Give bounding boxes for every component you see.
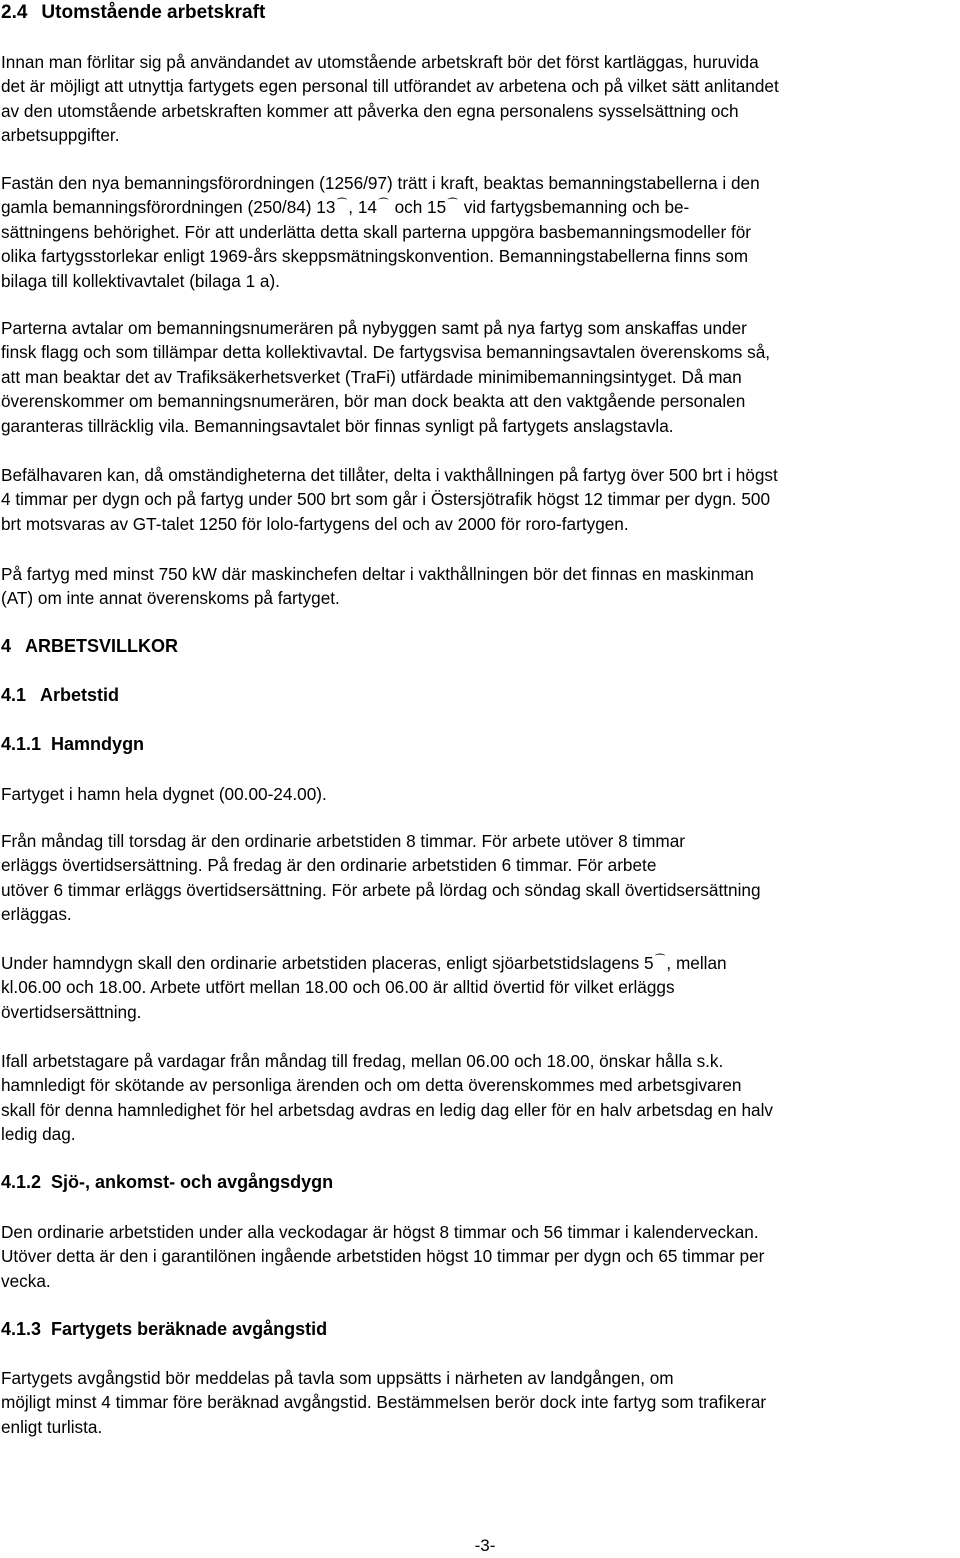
section-title: Fartygets beräknade avgångstid: [51, 1319, 328, 1339]
paragraph: [1, 50, 956, 148]
section-heading-2-4: [1, 1, 956, 25]
text-line: Den ordinarie arbetstiden under alla veckodagar är högst 8 timmar och 56 timmar i kalenderveckan.: [1, 1222, 759, 1242]
section-heading-4-1-2: [1, 1170, 956, 1194]
text-line: ledig dag.: [1, 1124, 76, 1145]
paragraph: [1, 829, 956, 927]
text-line: Från måndag till torsdag är den ordinarie arbetstiden 8 timmar. För arbete utöver 8 timmar: [1, 831, 685, 851]
paragraph: [1, 562, 956, 611]
section-number: 2.4: [1, 2, 28, 23]
text-segment: , 14: [348, 197, 377, 218]
text-line-with-footnotes: [1, 195, 956, 219]
section-title: Arbetstid: [40, 685, 120, 705]
text-line: sättningens behörighet. För att underlätta detta skall parterna uppgöra basbemanningsmodeller för: [1, 221, 752, 242]
text-line: Fartygets avgångstid bör meddelas på tavla som uppsätts i närheten av landgången, om: [1, 1368, 674, 1388]
text-line: övertidsersättning.: [1, 1001, 142, 1022]
text-line: utöver 6 timmar erläggs övertidsersättning. För arbete på lördag och söndag skall övertidsersättning: [1, 879, 761, 900]
text-line: vecka.: [1, 1270, 51, 1291]
text-line: enligt turlista.: [1, 1416, 103, 1437]
text-line: Fartyget i hamn hela dygnet (00.00-24.00).: [1, 784, 327, 804]
paragraph: [1, 463, 956, 536]
text-line-with-footnote: [1, 951, 956, 975]
text-segment: gamla bemanningsförordningen (250/84) 13: [1, 197, 336, 218]
text-line: 4 timmar per dygn och på fartyg under 500 brt som går i Östersjötrafik högst 12 timmar per dygn. 500: [1, 489, 771, 510]
text-line: arbetsuppgifter.: [1, 125, 120, 146]
footnote-mark: ⁀: [378, 199, 388, 212]
paragraph: [1, 1049, 956, 1147]
paragraph: [1, 316, 956, 438]
text-segment: Under hamndygn skall den ordinarie arbetstiden placeras, enligt sjöarbetstidslagens 5: [1, 953, 654, 973]
text-line: Befälhavaren kan, då omständigheterna det tillåter, delta i vakthållningen på fartyg över 500 brt i högst: [1, 465, 778, 485]
text-line: På fartyg med minst 750 kW där maskinchefen deltar i vakthållningen bör det finnas en maskinman: [1, 564, 754, 584]
text-segment: vid fartygsbemanning och be-: [459, 197, 690, 218]
text-line: (AT) om inte annat överenskoms på fartyget.: [1, 588, 340, 609]
page-footer: [0, 1535, 960, 1557]
text-line: av den utomstående arbetskraften kommer att påverka den egna personalens sysselsättning och: [1, 100, 739, 121]
text-line: bilaga till kollektivavtalet (bilaga 1 a).: [1, 270, 280, 291]
text-segment: och 15: [389, 197, 447, 218]
paragraph: [1, 782, 956, 806]
paragraph: [1, 171, 956, 293]
text-line: Fastän den nya bemanningsförordningen (1256/97) trätt i kraft, beaktas bemanningstabellerna i den: [1, 173, 760, 193]
paragraph: [1, 1366, 956, 1439]
section-number: 4.1.3: [1, 1319, 42, 1339]
page-number: -3-: [474, 1536, 496, 1555]
section-number: 4.1.1: [1, 734, 42, 754]
text-line: olika fartygsstorlekar enligt 1969-års skeppsmätningskonvention. Bemanningstabellerna finns som: [1, 246, 749, 267]
text-line: hamnledigt för skötande av personliga ärenden och om detta överenskommes med arbetsgivaren: [1, 1075, 742, 1096]
text-line: brt motsvaras av GT-talet 1250 för lolo-fartygens del och av 2000 för roro-fartygen.: [1, 513, 629, 534]
paragraph: [1, 951, 956, 1024]
section-heading-4-1-1: [1, 732, 956, 756]
section-heading-4-1: [1, 683, 956, 707]
text-line: kl.06.00 och 18.00. Arbete utfört mellan 18.00 och 06.00 är alltid övertid för vilket erläggs: [1, 977, 675, 998]
text-line: Utöver detta är den i garantilönen ingående arbetstiden högst 10 timmar per dygn och 65 timmar per: [1, 1246, 765, 1267]
text-line: att man beaktar det av Trafiksäkerhetsverket (TraFi) utfärdade minimibemanningsintyget. Då man: [1, 366, 742, 387]
text-line: erläggs övertidsersättning. På fredag är den ordinarie arbetstiden 6 timmar. För arbete: [1, 855, 657, 876]
text-line: möjligt minst 4 timmar före beräknad avgångstid. Bestämmelsen berör dock inte fartyg som trafikerar: [1, 1392, 767, 1413]
section-title: Utomstående arbetskraft: [41, 2, 266, 23]
footnote-mark: ⁀: [655, 955, 665, 967]
section-number: 4.1: [1, 685, 27, 705]
paragraph: [1, 1220, 956, 1293]
section-number: 4: [1, 636, 12, 656]
footnote-mark: ⁀: [337, 199, 347, 212]
section-heading-4-1-3: [1, 1317, 956, 1341]
text-line: garanteras tillräcklig vila. Bemanningsavtalet bör finnas synligt på fartygets anslagstavla.: [1, 415, 674, 436]
text-line: finsk flagg och som tillämpar detta kollektivavtal. De fartygsvisa bemanningsavtalen överenskoms så,: [1, 342, 771, 363]
text-segment: , mellan: [666, 953, 727, 973]
text-line: Innan man förlitar sig på användandet av utomstående arbetskraft bör det först kartläggas, huruvida: [1, 52, 759, 72]
text-line: överenskommer om bemanningsnumerären, bör man dock beakta att den vaktgående personalen: [1, 391, 746, 412]
section-title: Hamndygn: [51, 734, 145, 754]
section-title: ARBETSVILLKOR: [25, 636, 179, 656]
text-line: skall för denna hamnledighet för hel arbetsdag avdras en ledig dag eller för en halv arbetsdag en halv: [1, 1099, 774, 1120]
text-line: erläggas.: [1, 904, 72, 925]
section-heading-4: [1, 634, 956, 658]
footnote-mark: ⁀: [448, 199, 458, 212]
text-line: Parterna avtalar om bemanningsnumerären på nybyggen samt på nya fartyg som anskaffas under: [1, 318, 747, 338]
section-title: Sjö-, ankomst- och avgångsdygn: [51, 1172, 334, 1192]
text-line: det är möjligt att utnyttja fartygets egen personal till utförandet av arbetena och på vilket sätt anlitandet: [1, 76, 779, 97]
text-line: Ifall arbetstagare på vardagar från måndag till fredag, mellan 06.00 och 18.00, önskar hålla s.k.: [1, 1051, 724, 1071]
section-number: 4.1.2: [1, 1172, 42, 1192]
